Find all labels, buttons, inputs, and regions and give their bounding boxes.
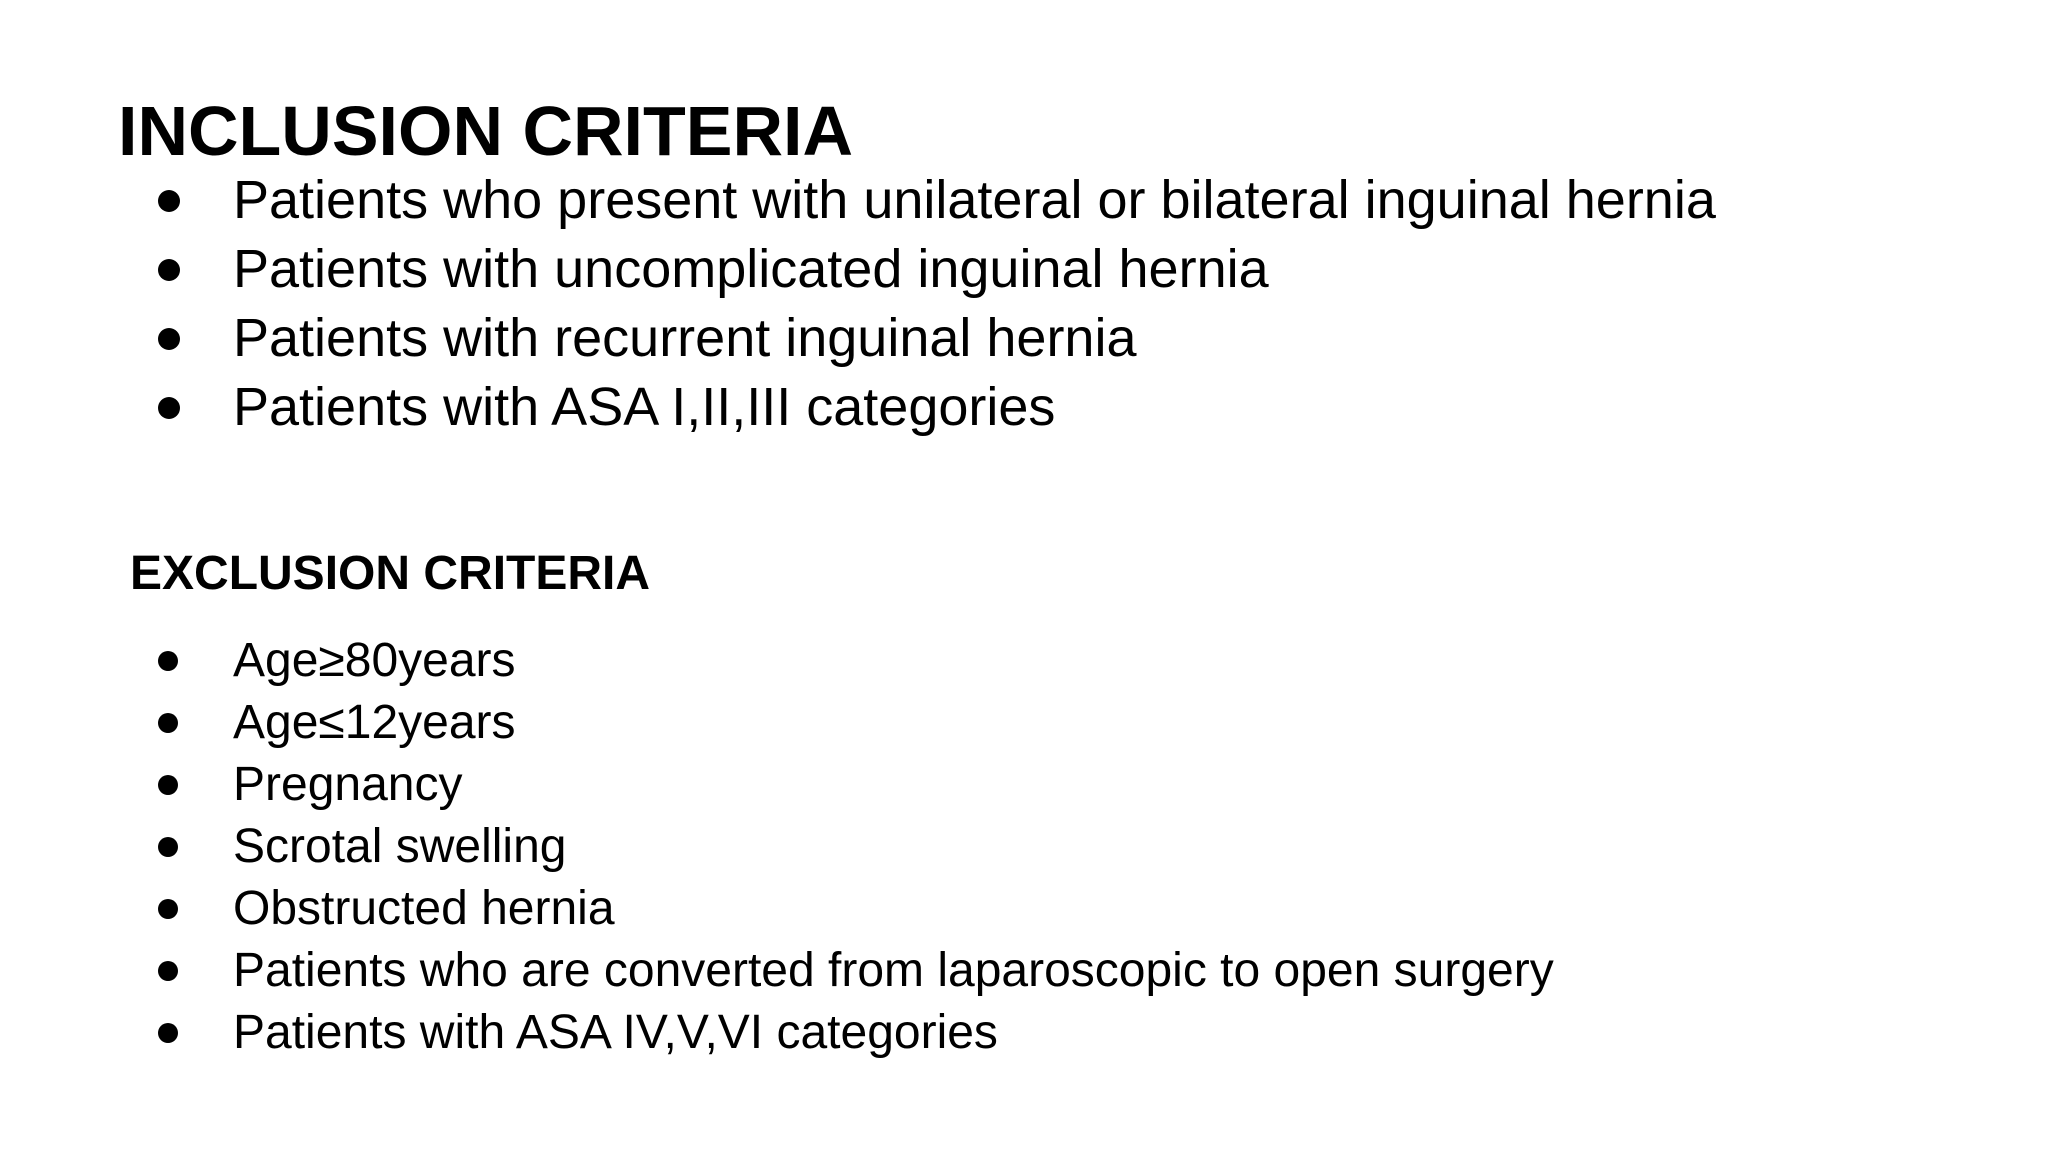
bullet-icon [158,259,180,281]
list-item [0,304,2048,373]
list-item-text: Patients with uncomplicated inguinal hernia [233,239,1269,299]
list-item-text: Patients who are converted from laparoscopic to open surgery [233,944,1554,997]
list-item-text: Obstructed hernia [233,882,615,935]
list-item [0,816,2048,878]
list-item [0,878,2048,940]
list-item [0,166,2048,235]
list-item-text: Patients with ASA I,II,III categories [233,377,1056,437]
exclusion-criteria-title: EXCLUSION CRITERIA [130,546,651,600]
list-item-text: Patients with recurrent inguinal hernia [233,308,1137,368]
bullet-icon [158,713,178,733]
list-item [0,754,2048,816]
list-item-text: Patients with ASA IV,V,VI categories [233,1006,998,1059]
bullet-icon [158,775,178,795]
list-item [0,235,2048,304]
bullet-icon [158,397,180,419]
inclusion-criteria-list [0,166,2048,442]
bullet-icon [158,961,178,981]
list-item-text: Scrotal swelling [233,820,567,873]
list-item-text: Age≥80years [233,634,516,687]
bullet-icon [158,1023,178,1043]
list-item-text: Patients who present with unilateral or bilateral inguinal hernia [233,170,1716,230]
bullet-icon [158,837,178,857]
list-item-text: Pregnancy [233,758,463,811]
list-item [0,940,2048,1002]
list-item [0,692,2048,754]
list-item [0,373,2048,442]
bullet-icon [158,651,178,671]
list-item-text: Age≤12years [233,696,516,749]
list-item [0,630,2048,692]
list-item [0,1002,2048,1064]
bullet-icon [158,328,180,350]
bullet-icon [158,190,180,212]
exclusion-criteria-list [0,630,2048,1064]
bullet-icon [158,899,178,919]
inclusion-criteria-title: INCLUSION CRITERIA [118,91,853,170]
